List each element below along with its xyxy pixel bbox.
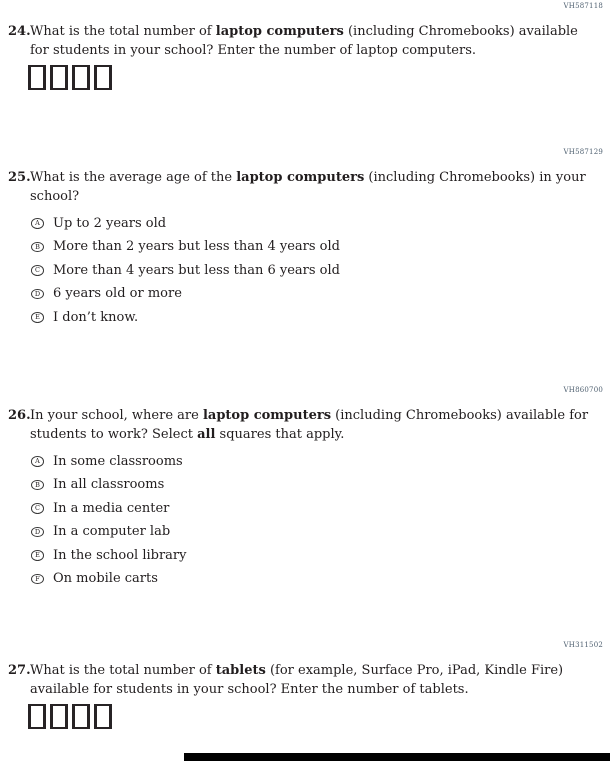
question-text-segment: (including Chromebooks) in your <box>364 170 586 185</box>
question-block <box>0 2 610 90</box>
question-number: 27. <box>8 663 31 678</box>
option-list <box>0 452 610 588</box>
option-25-b[interactable] <box>31 238 610 257</box>
question-text-segment: (including Chromebooks) available for <box>331 408 589 423</box>
digit-entry-boxes <box>0 704 610 729</box>
option-radio-bubble-icon[interactable] <box>31 265 44 276</box>
question-text-segment: (for example, Surface Pro, iPad, Kindle Fire) <box>265 663 564 678</box>
option-letter: F <box>35 574 40 583</box>
option-25-a[interactable] <box>31 214 610 233</box>
option-label: 6 years old or more <box>53 286 182 302</box>
option-letter: D <box>34 527 41 536</box>
question-text-segment: (including Chromebooks) available <box>343 24 578 39</box>
question-text-line <box>30 188 586 207</box>
digit-entry-box[interactable] <box>72 704 90 729</box>
option-label: I don’t know. <box>53 309 139 325</box>
option-letter: E <box>35 313 40 322</box>
digit-entry-box[interactable] <box>72 65 90 90</box>
question-text-segment: students to work? Select <box>30 426 198 442</box>
option-26-d[interactable] <box>31 523 610 542</box>
option-letter: E <box>35 551 40 560</box>
option-26-a[interactable] <box>31 452 610 471</box>
question-block <box>0 641 610 729</box>
question-text-segment: What is the total number of <box>30 24 216 39</box>
option-26-c[interactable] <box>31 499 610 518</box>
option-label: More than 2 years but less than 4 years old <box>53 239 340 255</box>
option-letter: A <box>35 219 40 228</box>
question-text-line <box>30 426 588 445</box>
option-26-e[interactable] <box>31 546 610 565</box>
question-text-bold-segment: all <box>197 426 216 442</box>
question-text-segment: for students in your school? Enter the number of laptop computers. <box>30 42 477 58</box>
option-letter: B <box>35 480 40 489</box>
option-25-d[interactable] <box>31 285 610 304</box>
page-bottom-bar <box>184 753 610 761</box>
digit-entry-box[interactable] <box>50 704 68 729</box>
digit-entry-boxes <box>0 65 610 90</box>
option-letter: C <box>35 504 40 513</box>
digit-entry-box[interactable] <box>28 65 46 90</box>
question-id-code: VH311502 <box>563 641 603 649</box>
question-id-code: VH860700 <box>563 386 603 394</box>
question-text <box>30 662 563 699</box>
question-text-segment: In your school, where are <box>30 408 203 423</box>
question-text-bold-segment: tablets <box>215 663 266 678</box>
question-text-line <box>30 42 578 61</box>
question-text-line <box>30 681 563 700</box>
option-select-bubble-icon[interactable] <box>31 550 44 561</box>
digit-entry-box[interactable] <box>28 704 46 729</box>
question-text-segment: school? <box>30 188 80 204</box>
option-label: In a computer lab <box>53 524 171 540</box>
question-block <box>0 148 610 332</box>
question-text-line <box>30 407 588 426</box>
option-radio-bubble-icon[interactable] <box>31 218 44 229</box>
option-letter: C <box>35 266 40 275</box>
digit-entry-box[interactable] <box>50 65 68 90</box>
question-text-bold-segment: laptop computers <box>202 408 332 423</box>
option-label: In the school library <box>53 547 187 563</box>
option-letter: D <box>34 289 41 298</box>
question-text-bold-segment: laptop computers <box>215 24 344 39</box>
digit-entry-box[interactable] <box>94 704 112 729</box>
option-26-f[interactable] <box>31 570 610 589</box>
option-25-c[interactable] <box>31 261 610 280</box>
option-26-b[interactable] <box>31 476 610 495</box>
question-number: 25. <box>8 170 31 185</box>
option-25-e[interactable] <box>31 308 610 327</box>
option-label: In all classrooms <box>53 477 165 493</box>
question-text <box>30 407 588 444</box>
question-text-line <box>30 23 578 42</box>
option-label: On mobile carts <box>53 571 158 587</box>
option-label: In a media center <box>53 500 170 516</box>
option-label: More than 4 years but less than 6 years old <box>53 262 340 278</box>
question-text-line <box>30 662 563 681</box>
question-number: 26. <box>8 408 31 423</box>
option-list <box>0 214 610 327</box>
question-text-bold-segment: laptop computers <box>236 170 365 185</box>
option-letter: B <box>35 242 40 251</box>
question-text <box>30 169 586 206</box>
option-label: In some classrooms <box>53 453 183 469</box>
question-id-code: VH587129 <box>563 148 603 156</box>
option-select-bubble-icon[interactable] <box>31 456 44 467</box>
option-letter: A <box>35 457 40 466</box>
question-block <box>0 386 610 593</box>
digit-entry-box[interactable] <box>94 65 112 90</box>
question-number: 24. <box>8 24 31 39</box>
option-select-bubble-icon[interactable] <box>31 574 44 585</box>
question-text-segment: What is the total number of <box>30 663 216 678</box>
question-text-segment: squares that apply. <box>215 426 345 442</box>
option-label: Up to 2 years old <box>53 215 167 231</box>
question-id-code: VH587118 <box>563 2 603 10</box>
option-select-bubble-icon[interactable] <box>31 527 44 538</box>
option-select-bubble-icon[interactable] <box>31 480 44 491</box>
question-text <box>30 23 578 60</box>
question-text-segment: What is the average age of the <box>30 170 237 185</box>
option-radio-bubble-icon[interactable] <box>31 312 44 323</box>
option-radio-bubble-icon[interactable] <box>31 242 44 253</box>
question-text-line <box>30 169 586 188</box>
question-text-segment: available for students in your school? Enter the number of tablets. <box>30 681 469 697</box>
option-radio-bubble-icon[interactable] <box>31 289 44 300</box>
option-select-bubble-icon[interactable] <box>31 503 44 514</box>
